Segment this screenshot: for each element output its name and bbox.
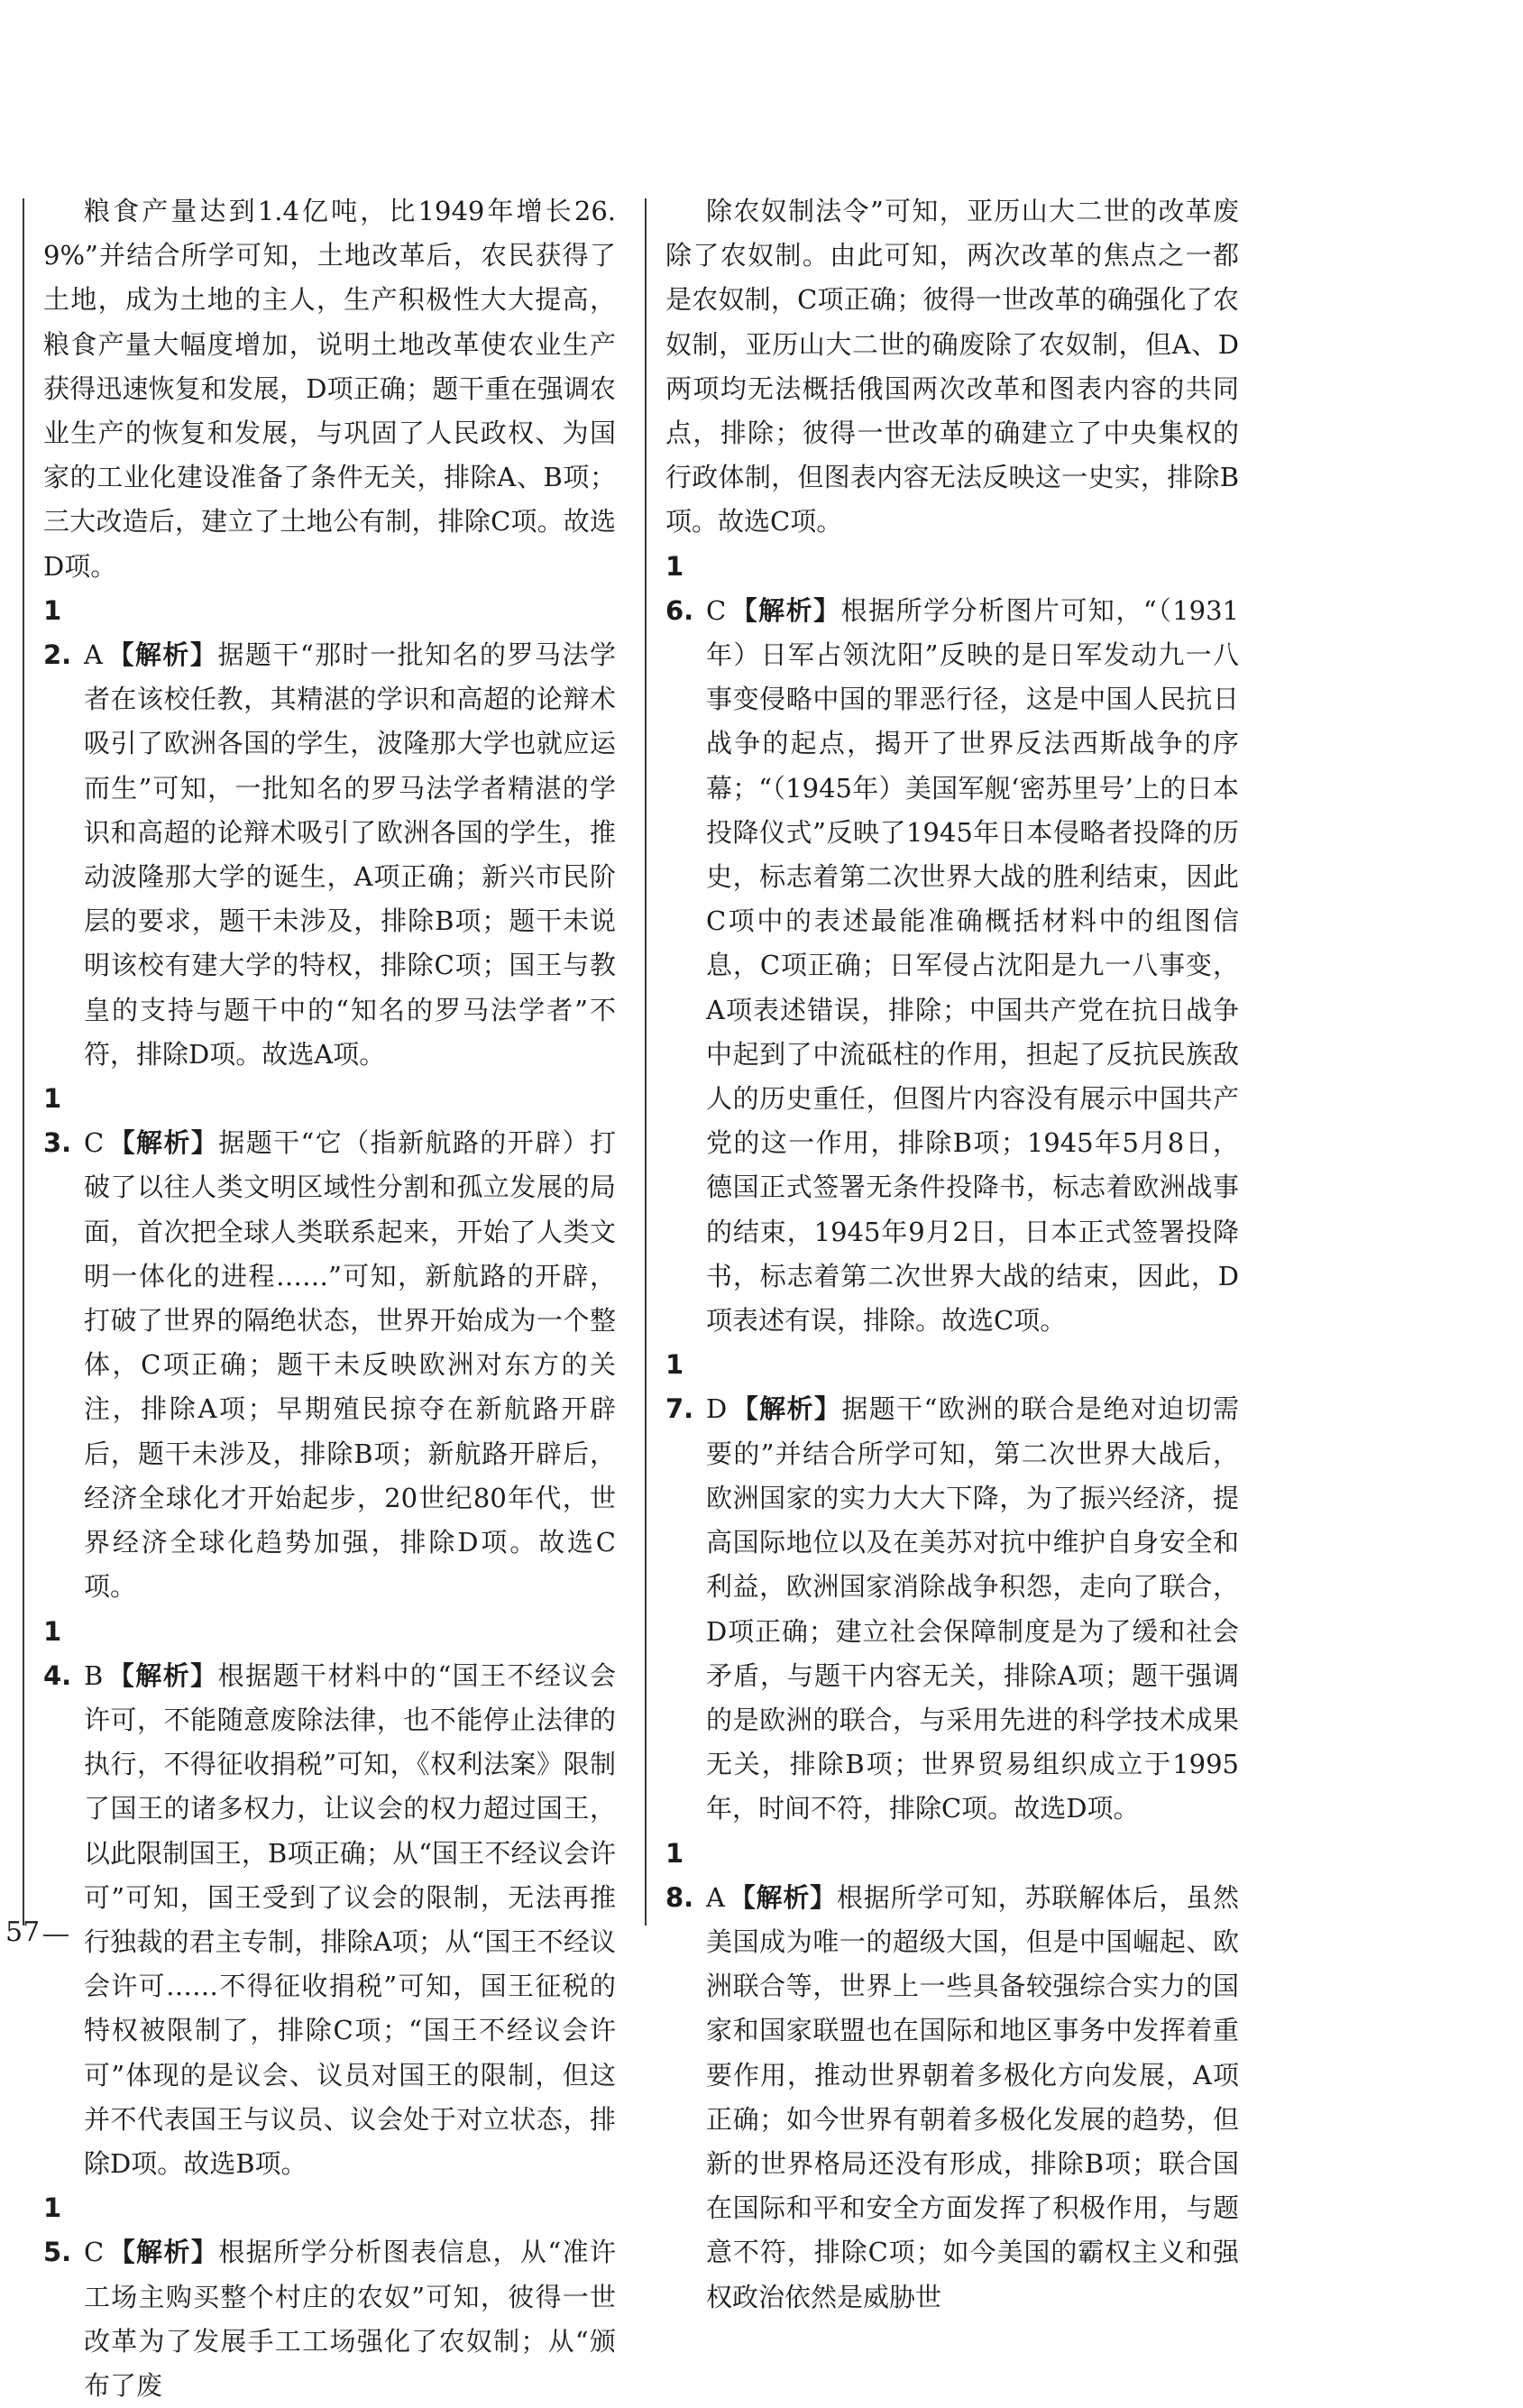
question-item-17 — [665, 1343, 1239, 1831]
analysis-text: 根据题干材料中的“国王不经议会许可，不能随意废除法律，也不能停止法律的执行，不得征收捐税”可知，《权利法案》限制了国王的诸多权力，让议会的权力超过国王，以此限制国王，B项正确；从“国王不经议会许可”可知，国王受到了议会的限制，无法再推行独裁的君主专制，排除A项；从“国王不经议会许可……不得征收捐税”可知，国王征税的特权被限制了，排除C项；“国王不经议会许可”体现的是议会、议员对国王的限制，但这并不代表国王与议员、议会处于对立状态，排除D项。故选B项。 — [84, 1659, 616, 2179]
analysis-tag: 【解析】 — [729, 594, 841, 626]
analysis-text: 根据所学分析图表信息，从“准许工场主购买整个村庄的农奴”可知，彼得一世改革为了发展手工工场强化了农奴制；从“颁布了废 — [84, 2237, 616, 2401]
analysis-tag: 【解析】 — [728, 1881, 837, 1913]
analysis-text: 据题干“那时一批知名的罗马法学者在该校任教，其精湛的学识和高超的论辩术吸引了欧洲各国的学生，波隆那大学也就应运而生”可知，一批知名的罗马法学者精湛的学识和高超的论辩术吸引了欧洲各国的学生，推动波隆那大学的诞生，A项正确；新兴市民阶层的要求，题干未涉及，排除B项；题干未说明该校有建大学的特权，排除C项；国王与教皇的支持与题干中的“知名的罗马法学者”不符，排除D项。故选A项。 — [84, 639, 616, 1070]
question-number: 14. — [43, 1615, 72, 1691]
question-item-18 — [665, 1832, 1239, 2320]
left-column — [43, 189, 616, 2408]
analysis-tag: 【解析】 — [730, 1393, 842, 1425]
answer-letter: A — [706, 1881, 725, 1913]
analysis-text: 根据所学可知，苏联解体后，虽然美国成为唯一的超级大国，但是中国崛起、欧洲联合等，世界上一些具备较强综合实力的国家和国家联盟也在国际和地区事务中发挥着重要作用，推动世界朝着多极化方向发展，A项正确；如今世界有朝着多极化发展的趋势，但新的世界格局还没有形成，排除B项；联合国在国际和平和安全方面发挥了积极作用，与题意不符，排除C项；如今美国的霸权主义和强权政治依然是威胁世 — [706, 1881, 1239, 2312]
question-number: 18. — [665, 1837, 694, 1913]
question-number: 15. — [43, 2192, 72, 2268]
continued-paragraph: 粮食产量达到1.4亿吨，比1949年增长26.9%”并结合所学可知，土地改革后，农民获得了土地，成为土地的主人，生产积极性大大提高，粮食产量大幅度增加，说明土地改革使农业生产获得迅速恢复和发展，D项正确；题干重在强调农业生产的恢复和发展，与巩固了人民政权、为国家的工业化建设准备了条件无关，排除A、B项；三大改造后，建立了土地公有制，排除C项。故选D项。 — [43, 196, 616, 582]
analysis-tag: 【解析】 — [106, 1659, 218, 1691]
question-item-14 — [43, 1610, 616, 2187]
analysis-tag: 【解析】 — [107, 1127, 219, 1159]
continued-paragraph: 除农奴制法令”可知，亚历山大二世的改革废除了农奴制。由此可知，两次改革的焦点之一都是农奴制，C项正确；彼得一世改革的确强化了农奴制，亚历山大二世的确废除了农奴制，但A、D两项均无法概括俄国两次改革和图表内容的共同点，排除；彼得一世改革的确建立了中央集权的行政体制，但图表内容无法反映这一史实，排除B项。故选C项。 — [665, 196, 1239, 538]
column-divider — [645, 198, 647, 1925]
question-number: 12. — [43, 594, 72, 671]
question-number: 16. — [665, 550, 694, 626]
question-item-12 — [43, 589, 616, 1077]
answer-letter: D — [706, 1393, 728, 1425]
analysis-text: 据题干“它（指新航路的开辟）打破了以往人类文明区域性分割和孤立发展的局面，首次把全球人类联系起来，开始了人类文明一体化的进程……”可知，新航路的开辟，打破了世界的隔绝状态，世界开始成为一个整体，C项正确；题干未反映欧洲对东方的关注，排除A项；早期殖民掠夺在新航路开辟后，题干未涉及，排除B项；新航路开辟后，经济全球化才开始起步，20世纪80年代，世界经济全球化趋势加强，排除D项。故选C项。 — [84, 1127, 616, 1603]
question-number: 17. — [665, 1349, 694, 1425]
answer-letter: C — [84, 2237, 105, 2268]
page-number: 57 — [5, 1916, 41, 1948]
question-item-16 — [665, 545, 1239, 1344]
question-number: 13. — [43, 1083, 72, 1159]
analysis-tag: 【解析】 — [106, 639, 218, 671]
answer-letter: A — [84, 639, 103, 671]
question-item-15 — [43, 2186, 616, 2408]
analysis-tag: 【解析】 — [107, 2237, 219, 2268]
answer-letter: C — [706, 594, 727, 626]
left-margin-rule — [23, 198, 24, 1925]
question-item-13 — [43, 1077, 616, 1609]
analysis-text: 根据所学分析图片可知，“（1931年）日军占领沈阳”反映的是日军发动九一八事变侵略中国的罪恶行径，这是中国人民抗日战争的起点，揭开了世界反法西斯战争的序幕；“（1945年）美国军舰‘密苏里号’上的日本投降仪式”反映了1945年日本侵略者投降的历史，标志着第二次世界大战的胜利结束，因此C项中的表述最能准确概括材料中的组图信息，C项正确；日军侵占沈阳是九一八事变，A项表述错误，排除；中国共产党在抗日战争中起到了中流砥柱的作用，担起了反抗民族敌人的历史重任，但图片内容没有展示中国共产党的这一作用，排除B项；1945年5月8日，德国正式签署无条件投降书，标志着欧洲战事的结束，1945年9月2日，日本正式签署投降书，标志着第二次世界大战的结束，因此，D项表述有误，排除。故选C项。 — [706, 594, 1239, 1337]
answer-letter: B — [84, 1659, 104, 1691]
answer-letter: C — [84, 1127, 105, 1159]
right-column — [665, 189, 1239, 2320]
analysis-text: 据题干“欧洲的联合是绝对迫切需要的”并结合所学可知，第二次世界大战后，欧洲国家的实力大大下降，为了振兴经济，提高国际地位以及在美苏对抗中维护自身安全和利益，欧洲国家消除战争积怨，走向了联合，D项正确；建立社会保障制度是为了缓和社会矛盾，与题干内容无关，排除A项；题干强调的是欧洲的联合，与采用先进的科学技术成果无关，排除B项；世界贸易组织成立于1995年，时间不符，排除C项。故选D项。 — [706, 1393, 1239, 1824]
page-number-rule — [43, 1935, 69, 1936]
